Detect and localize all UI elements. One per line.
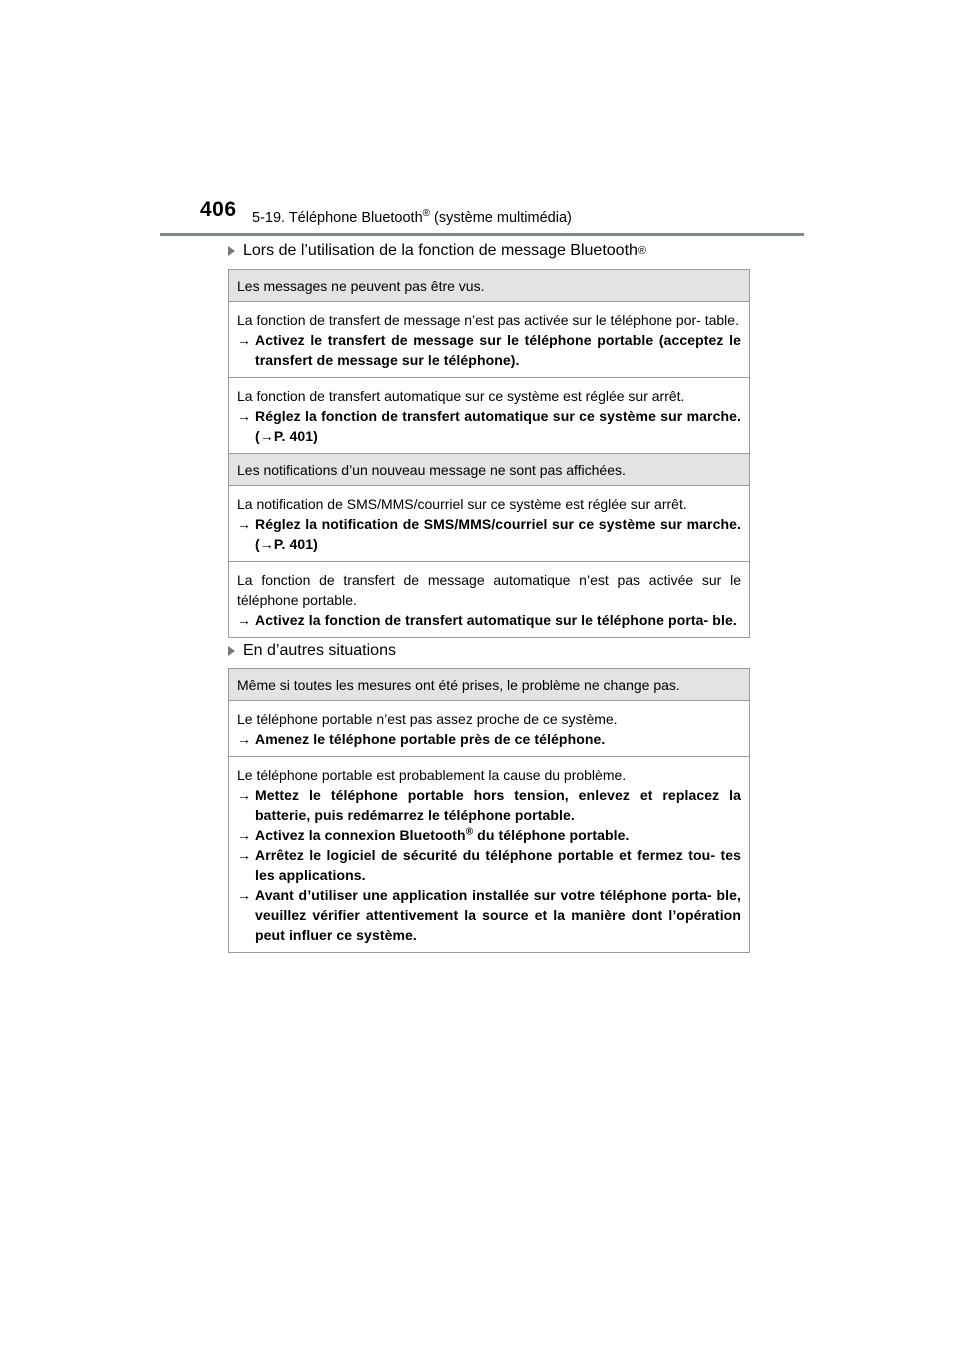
section-title: 5-19. Téléphone Bluetooth® (système multimédia): [252, 208, 572, 226]
arrow-icon: →: [237, 332, 252, 348]
table-row-symptom: Même si toutes les mesures ont été prises, le problème ne change pas.: [229, 669, 749, 700]
table-row-symptom: Les notifications d’un nouveau message ne sont pas affichées.: [229, 453, 749, 485]
table-row: La fonction de transfert de message n’est pas activée sur le téléphone por- table. → Activez le transfert de message sur le téléphone portable (acceptez le transfert de message sur le téléphone).: [229, 301, 749, 377]
table-row-symptom: Les messages ne peuvent pas être vus.: [229, 270, 749, 301]
troubleshooting-table-other: [228, 668, 750, 953]
table-row: La notification de SMS/MMS/courriel sur ce système est réglée sur arrêt. → Réglez la notification de SMS/MMS/courriel sur ce système sur marche. (→P. 401): [229, 485, 749, 561]
section-heading-bluetooth-message: Lors de l’utilisation de la fonction de message Bluetooth ®: [228, 242, 646, 260]
arrow-icon: →: [237, 847, 252, 863]
arrow-icon: →: [237, 827, 252, 843]
arrow-icon: →: [237, 516, 252, 532]
table-row: Le téléphone portable est probablement la cause du problème. → Mettez le téléphone portable hors tension, enlevez et replacez la batterie, puis redémarrez le téléphone portable. → Activez la connexion Bluetooth® du téléphone portable. → Arrêtez le logiciel de sécurité du téléphone portable et fermez tou- tes les applications. → Avant d’utiliser une application installée sur votre téléphone porta- ble, veuillez vérifier attentivement la source et la manière dont l’opération peut influer ce système.: [229, 756, 749, 952]
arrow-icon: →: [237, 731, 252, 747]
arrow-icon: →: [237, 612, 252, 628]
page-number: 406: [200, 198, 237, 221]
header-rule: [160, 233, 804, 236]
section-heading-other-situations: En d’autres situations: [228, 642, 396, 660]
triangle-bullet-icon: [228, 646, 235, 656]
table-row: La fonction de transfert de message automatique n’est pas activée sur le téléphone portable. → Activez la fonction de transfert automatique sur le téléphone porta- ble.: [229, 561, 749, 637]
troubleshooting-table-messages: [228, 269, 750, 638]
table-row: La fonction de transfert automatique sur ce système est réglée sur arrêt. → Réglez la fonction de transfert automatique sur ce système sur marche. (→P. 401): [229, 377, 749, 453]
triangle-bullet-icon: [228, 246, 235, 256]
arrow-icon: →: [237, 887, 252, 903]
arrow-icon: →: [237, 787, 252, 803]
arrow-icon: →: [237, 408, 252, 424]
table-row: Le téléphone portable n’est pas assez proche de ce système. → Amenez le téléphone portable près de ce téléphone.: [229, 700, 749, 756]
